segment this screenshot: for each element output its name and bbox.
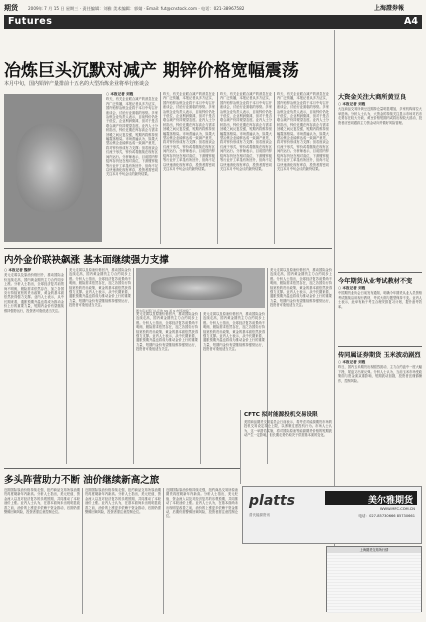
brand-phone: 电话：027-85730666 85730661 <box>358 514 415 518</box>
gold-article-col-3 <box>136 312 198 464</box>
market-table-header: 上海期货交易所行情 <box>327 547 421 553</box>
brand-name: 美尔雅期货 <box>367 496 413 506</box>
gold-article-col-1 <box>4 268 64 464</box>
section-name: Futures <box>8 16 53 27</box>
note-byline: ○ 本报记者 刘雅 <box>338 102 366 106</box>
gold-byline: ○ 本报记者 魏梦 <box>4 268 32 272</box>
gold-body-cont: 美元走弱以及原油价格回升，推动国际金价连续走高，国内黄金期货主力合约同步上涨。分析人士指出，全球经济复苏前景尚不明朗，避险需求依然存在，加之各国央行持续宽松的货币政策，黄金的基本面依然获得强力支撑。业内人士表示，从中长期来看，通胀预期升温也将成为推动金价上行的重要力量，短期内金价有望继续维持强势运行，投资者可逢低适当关注。 <box>136 312 198 352</box>
cotton-title: 今年期货从业考试教材不变 <box>338 278 413 285</box>
platts-logo: platts <box>249 493 295 509</box>
zinc-article-col-2 <box>163 92 215 244</box>
zinc-byline: ○ 本报记者 刘雅 <box>106 92 134 96</box>
zinc-body-cont: 昨天，有关企业联合减产的消息在业内广泛传播，本报记者从多方证实，国内铅锌冶炼企业将于本月中旬召开座谈会，讨论行业面临的形势。多家冶炼企业负责人表示，目前锌价仍处于低位，企业利润微薄，但对于是否联合减产仍持观望态度。业内人士分析指出，锌价近期在库存高企与需求回暖之间反复拉锯，短期内将维持宽幅震荡格局。市场普遍认为，如果大型冶炼企业能够达成一致减产意见，将对锌价形成有力支撑；但若座谈会仅流于形式，锌价或将继续在现有区间内运行。分析师表示，目前国内锌锭库存仍处在相对高位，下游镀锌板等行业开工率虽有所回升，但尚不足以快速消化现有库存，投资者需密切关注本月中旬会议的最终结果。 <box>163 92 215 171</box>
platts-article <box>338 360 422 480</box>
market-table <box>326 546 422 612</box>
oil-body-cont: 近期国际原油价格持续走强，纽约商品交易所原油期货再度刷新年内新高。分析人士指出，美元贬值、资金流入以及对经济复苏的乐观预期，共同推动了本轮油价上涨。业内人士认为，在基本面尚未出现明显改善之前，油价的上涨更多依赖于资金推动，后期仍需警惕回调风险，投资者需注意控制仓位。 <box>166 488 238 519</box>
section-band <box>4 15 422 29</box>
platts-title: 传同属证券期货 玉米波动剧烈 <box>338 352 421 359</box>
column-rule <box>82 488 83 614</box>
zinc-body-cont: 昨天，有关企业联合减产的消息在业内广泛传播，本报记者从多方证实，国内铅锌冶炼企业将于本月中旬召开座谈会，讨论行业面临的形势。多家冶炼企业负责人表示，目前锌价仍处于低位，企业利润微薄，但对于是否联合减产仍持观望态度。业内人士分析指出，锌价近期在库存高企与需求回暖之间反复拉锯，短期内将维持宽幅震荡格局。市场普遍认为，如果大型冶炼企业能够达成一致减产意见，将对锌价形成有力支撑；但若座谈会仅流于形式，锌价或将继续在现有区间内运行。分析师表示，目前国内锌锭库存仍处在相对高位，下游镀锌板等行业开工率虽有所回升，但尚不足以快速消化现有库存，投资者需密切关注本月中旬会议的最终结果。 <box>220 92 272 171</box>
gold-body-cont: 美元走弱以及原油价格回升，推动国际金价连续走高，国内黄金期货主力合约同步上涨。分析人士指出，全球经济复苏前景尚不明朗，避险需求依然存在，加之各国央行持续宽松的货币政策，黄金的基本面依然获得强力支撑。业内人士表示，从中长期来看，通胀预期升温也将成为推动金价上行的重要力量，短期内金价有望继续维持强势运行，投资者可逢低适当关注。 <box>270 268 332 308</box>
sidebar-divider <box>338 346 422 347</box>
gold-jewelry-photo <box>136 268 265 308</box>
section-divider <box>4 248 332 249</box>
oil-article-col-3 <box>166 488 238 614</box>
zinc-article-col-1 <box>106 92 158 244</box>
photo-caption: 图为有关部门认定的 XX 省 X 市锌冶炼厂 <box>136 309 192 313</box>
paper-name: 上海證券報 <box>373 5 404 12</box>
cftc-article <box>244 420 332 484</box>
platts-subtitle: 普氏能源资讯 <box>249 513 270 517</box>
brand-url[interactable]: WWW.MFC.COM.CN <box>380 507 415 511</box>
gold-body: 美元走弱以及原油价格回升，推动国际金价连续走高，国内黄金期货主力合约同步上涨。分析人士指出，全球经济复苏前景尚不明朗，避险需求依然存在，加之各国央行持续宽松的货币政策，黄金的基本面依然获得强力支撑。业内人士表示，从中长期来看，通胀预期升温也将成为推动金价上行的重要力量，短期内金价有望继续维持强势运行，投资者可逢低适当关注。 <box>4 273 64 313</box>
gold-title: 内外金价联袂飙涨 基本面继续强力支撑 <box>4 255 169 266</box>
gold-article-col-2 <box>69 268 131 464</box>
note-article <box>338 102 422 268</box>
zinc-body: 昨天，有关企业联合减产的消息在业内广泛传播，本报记者从多方证实，国内铅锌冶炼企业将于本月中旬召开座谈会，讨论行业面临的形势。多家冶炼企业负责人表示，目前锌价仍处于低位，企业利润微薄，但对于是否联合减产仍持观望态度。业内人士分析指出，锌价近期在库存高企与需求回暖之间反复拉锯，短期内将维持宽幅震荡格局。市场普遍认为，如果大型冶炼企业能够达成一致减产意见，将对锌价形成有力支撑；但若座谈会仅流于形式，锌价或将继续在现有区间内运行。分析师表示，目前国内锌锭库存仍处在相对高位，下游镀锌板等行业开工率虽有所回升，但尚不足以快速消化现有库存，投资者需密切关注本月中旬会议的最终结果。 <box>106 97 158 177</box>
oil-body-cont: 近期国际原油价格持续走强，纽约商品交易所原油期货再度刷新年内新高。分析人士指出，美元贬值、资金流入以及对经济复苏的乐观预期，共同推动了本轮油价上涨。业内人士认为，在基本面尚未出现明显改善之前，油价的上涨更多依赖于资金推动，后期仍需警惕回调风险，投资者需注意控制仓位。 <box>85 488 161 515</box>
column-rule <box>163 488 164 614</box>
advertisement[interactable] <box>242 486 422 544</box>
cftc-title: CFTC 拟对能源投机交易设限 <box>244 412 318 418</box>
column-rule <box>133 268 134 464</box>
gold-body-cont: 美元走弱以及原油价格回升，推动国际金价连续走高，国内黄金期货主力合约同步上涨。分析人士指出，全球经济复苏前景尚不明朗，避险需求依然存在，加之各国央行持续宽松的货币政策，黄金的基本面依然获得强力支撑。业内人士表示，从中长期来看，通胀预期升温也将成为推动金价上行的重要力量，短期内金价有望继续维持强势运行，投资者可逢低适当关注。 <box>69 268 131 308</box>
cotton-article <box>338 286 422 342</box>
column-rule <box>200 312 201 464</box>
column-rule <box>240 410 241 484</box>
gold-body-cont: 美元走弱以及原油价格回升，推动国际金价连续走高，国内黄金期货主力合约同步上涨。分析人士指出，全球经济复苏前景尚不明朗，避险需求依然存在，加之各国央行持续宽松的货币政策，黄金的基本面依然获得强力支撑。业内人士表示，从中长期来看，通胀预期升温也将成为推动金价上行的重要力量，短期内金价有望继续维持强势运行，投资者可逢低适当关注。 <box>203 312 265 352</box>
page-subhead: 本月中旬，国内铅锌产量排前十五名的大型冶炼企业将举行座谈会 <box>4 81 150 87</box>
section-divider <box>4 468 240 469</box>
market-table-rows <box>327 553 421 613</box>
zinc-body-cont: 昨天，有关企业联合减产的消息在业内广泛传播，本报记者从多方证实，国内铅锌冶炼企业将于本月中旬召开座谈会，讨论行业面临的形势。多家冶炼企业负责人表示，目前锌价仍处于低位，企业利润微薄，但对于是否联合减产仍持观望态度。业内人士分析指出，锌价近期在库存高企与需求回暖之间反复拉锯，短期内将维持宽幅震荡格局。市场普遍认为，如果大型冶炼企业能够达成一致减产意见，将对锌价形成有力支撑；但若座谈会仅流于形式，锌价或将继续在现有区间内运行。分析师表示，目前国内锌锭库存仍处在相对高位，下游镀锌板等行业开工率虽有所回升，但尚不足以快速消化现有库存，投资者需密切关注本月中旬会议的最终结果。 <box>277 92 329 171</box>
smelter-photo <box>4 94 102 242</box>
column-rule <box>66 268 67 464</box>
masthead <box>4 3 422 14</box>
issue-meta: 2009年 7 月 15 日 星期三 · 责任编辑：刘雅 美术编辑：郭婧 · Email: fut@cnstock.com · 电话：021-38967582 <box>28 6 245 11</box>
note-title: 大资金关注大商所黄豆良 <box>338 94 407 101</box>
column-rule <box>160 92 161 244</box>
column-rule <box>217 92 218 244</box>
platts-byline: ○ 本报记者 刘雅 <box>338 360 366 364</box>
section-tag: 期货 <box>4 4 18 12</box>
cftc-body: 美国商品期货交易委员会日前表示，将考虑对能源期货市场的投机交易设定持仓上限，以遏制过度投机行为。市场人士认为，这一举措若实施，将对国际原油等能源期货价格的短期波动产生一定影响，但长期走势仍取决于供需基本面的变化。 <box>244 420 332 438</box>
oil-article-col-2 <box>85 488 161 614</box>
oil-title: 多头阵营助力不断 油价继续新高之旅 <box>4 475 160 486</box>
zinc-article-col-4 <box>277 92 329 244</box>
column-rule <box>274 92 275 244</box>
sidebar-divider <box>338 272 422 273</box>
platts-body: 昨日，国内玉米期货出现剧烈波动，主力合约盘中一度大幅下挫，尾盘又出现反弹。分析人士认为，当前玉米市场受政策面与资金面双重影响，短期波动加剧，投资者宜谨慎操作，控制风险。 <box>338 365 422 383</box>
oil-article-col-1 <box>4 488 80 614</box>
page-headline: 冶炼巨头沉默对减产 期锌价格宽幅震荡 <box>4 61 299 78</box>
page-number: A4 <box>404 16 418 27</box>
oil-body: 近期国际原油价格持续走强，纽约商品交易所原油期货再度刷新年内新高。分析人士指出，美元贬值、资金流入以及对经济复苏的乐观预期，共同推动了本轮油价上涨。业内人士认为，在基本面尚未出现明显改善之前，油价的上涨更多依赖于资金推动，后期仍需警惕回调风险，投资者需注意控制仓位。 <box>4 488 80 515</box>
note-body: 大连商品交易所黄豆近期持仓量明显增加，多家机构席位大举进场。分析人士认为，大资金的持续关注显示市场对后市走势存在较大分歧，黄豆价格短期内或将出现较大波动，投资者应密切跟踪主力资金动向并做好风险管理。 <box>338 107 422 125</box>
zinc-article-col-3 <box>220 92 272 244</box>
cotton-byline: ○ 本报记者 刘雅 <box>338 286 366 290</box>
cotton-body: 中国期货业协会日前发布通知，明确今年期货从业人员资格考试继续沿用现行教材，考试大纲与题型保持不变。业内人士表示，此举有助于考生合理安排复习计划，提升备考效率。 <box>338 291 422 309</box>
